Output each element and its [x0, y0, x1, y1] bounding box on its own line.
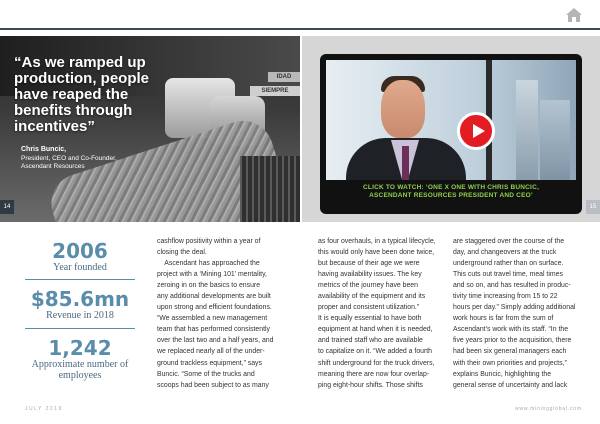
body-line: had been six general managers each	[453, 348, 567, 356]
body-line: upon strong and efficient foundations.	[157, 304, 272, 312]
stat-employees	[25, 337, 135, 381]
body-line: five years prior to the acquisition, there	[453, 337, 572, 345]
body-line: and trained staff who are available	[318, 337, 423, 345]
thumbnail-building-secondary	[540, 100, 570, 180]
header-rule	[0, 28, 600, 30]
stat-label: Revenue in 2018	[46, 310, 114, 321]
body-line: meaning there are now four overlap-	[318, 370, 430, 378]
body-line: hours per day.” Simply adding additional	[453, 304, 576, 312]
body-line: with their own priorities and projects,”	[453, 359, 567, 367]
body-column-2	[318, 236, 436, 391]
photo-sign: SIEMPRE	[250, 86, 300, 96]
photo-rail	[240, 156, 300, 222]
stat-label: Year founded	[53, 262, 107, 273]
body-line: we replaced nearly all of the under-	[157, 348, 265, 356]
home-icon[interactable]	[565, 7, 583, 23]
body-line: proper and consistent utilization.”	[318, 304, 420, 312]
body-line: project with a ‘Mining 101’ mentality,	[157, 271, 267, 279]
page-number-left: 14	[0, 200, 14, 214]
body-column-1	[157, 236, 273, 391]
video-caption-line1[interactable]: CLICK TO WATCH: ‘ONE X ONE WITH CHRIS BUNCIC,	[363, 184, 539, 191]
play-icon[interactable]	[457, 112, 495, 150]
stat-divider	[25, 328, 135, 329]
photo-sign-upper: IDAD	[268, 72, 300, 82]
footer-website-link[interactable]: www.miningglobal.com	[515, 406, 582, 412]
stat-divider	[25, 279, 135, 280]
body-line: “We assembled a new management	[157, 315, 268, 323]
stat-label: Approximate number of employees	[31, 359, 129, 381]
stat-value: $85.6mn	[30, 287, 130, 311]
thumbnail-person-tie	[402, 146, 409, 180]
body-line: over the last two and a half years, and	[157, 337, 274, 345]
body-line: ping eight-hour shifts. Those shifts	[318, 381, 423, 389]
body-line: day, and changeovers at the truck	[453, 249, 557, 257]
video-caption[interactable]	[326, 184, 576, 200]
stat-value: 1,242	[48, 336, 112, 360]
body-line: any additional developments are built	[157, 293, 271, 301]
body-line: cashflow positivity within a year of	[157, 238, 261, 245]
body-line: availability of the equipment and its	[318, 293, 426, 301]
quote-attribution-role: President, CEO and Co-Founder, Ascendant Resources	[21, 155, 117, 170]
body-line: and so on, and has resulted in produc-	[453, 282, 571, 290]
body-line: equipment at hand when it is needed,	[318, 326, 433, 334]
body-line: underground rather than on surface.	[453, 260, 564, 268]
body-line: but because of their age we were	[318, 260, 420, 268]
body-line: are staggered over the course of the	[453, 238, 565, 245]
video-player[interactable]	[320, 54, 582, 214]
video-caption-line2[interactable]: ASCENDANT RESOURCES PRESIDENT AND CEO’	[369, 192, 533, 199]
body-line: team that has performed consistently	[157, 326, 270, 334]
thumbnail-person-face	[381, 80, 425, 138]
body-line: this would only have been done twice,	[318, 249, 435, 257]
stat-revenue	[25, 288, 135, 321]
video-panel	[302, 36, 600, 222]
body-line: Ascendant has approached the	[157, 260, 260, 268]
body-line: Buncic. “Some of the trucks and	[157, 370, 255, 378]
stat-value: 2006	[52, 239, 108, 263]
body-line: general sense of uncertainty and lack	[453, 381, 568, 389]
footer-issue-date: JULY 2019	[25, 406, 63, 412]
pull-quote: “As we ramped up production, people have reaped the benefits through incentives”	[14, 54, 149, 135]
body-line: as four overhauls, in a typical lifecycle,	[318, 238, 436, 245]
body-line: scoops had been subject to as many	[157, 381, 269, 389]
body-column-3	[453, 236, 575, 391]
stat-year-founded	[25, 240, 135, 273]
thumbnail-building	[516, 80, 538, 180]
body-line: It is equally essential to have both	[318, 315, 422, 323]
body-line: closing the deal.	[157, 249, 207, 257]
body-line: ground trackless equipment,” says	[157, 359, 262, 367]
body-line: Ascendant’s work with its staff. “In the	[453, 326, 569, 334]
video-thumbnail[interactable]	[326, 60, 576, 180]
body-line: zeroing in on the basics to ensure	[157, 282, 261, 290]
body-line: This cuts out travel time, meal times	[453, 271, 563, 279]
body-line: tivity time increasing from 15 to 22	[453, 293, 558, 301]
body-line: to capitalize on it. “We added a fourth	[318, 348, 433, 356]
body-line: work hours is far from the sum of	[453, 315, 554, 323]
body-line: explains Buncic, highlighting the	[453, 370, 552, 378]
quote-attribution-name: Chris Buncic,	[21, 146, 67, 153]
body-line: metrics of the journey have been	[318, 282, 418, 290]
body-line: having availability issues. The key	[318, 271, 422, 279]
page-number-right: 15	[586, 200, 600, 214]
body-line: shift underground for the truck drivers,	[318, 359, 435, 367]
